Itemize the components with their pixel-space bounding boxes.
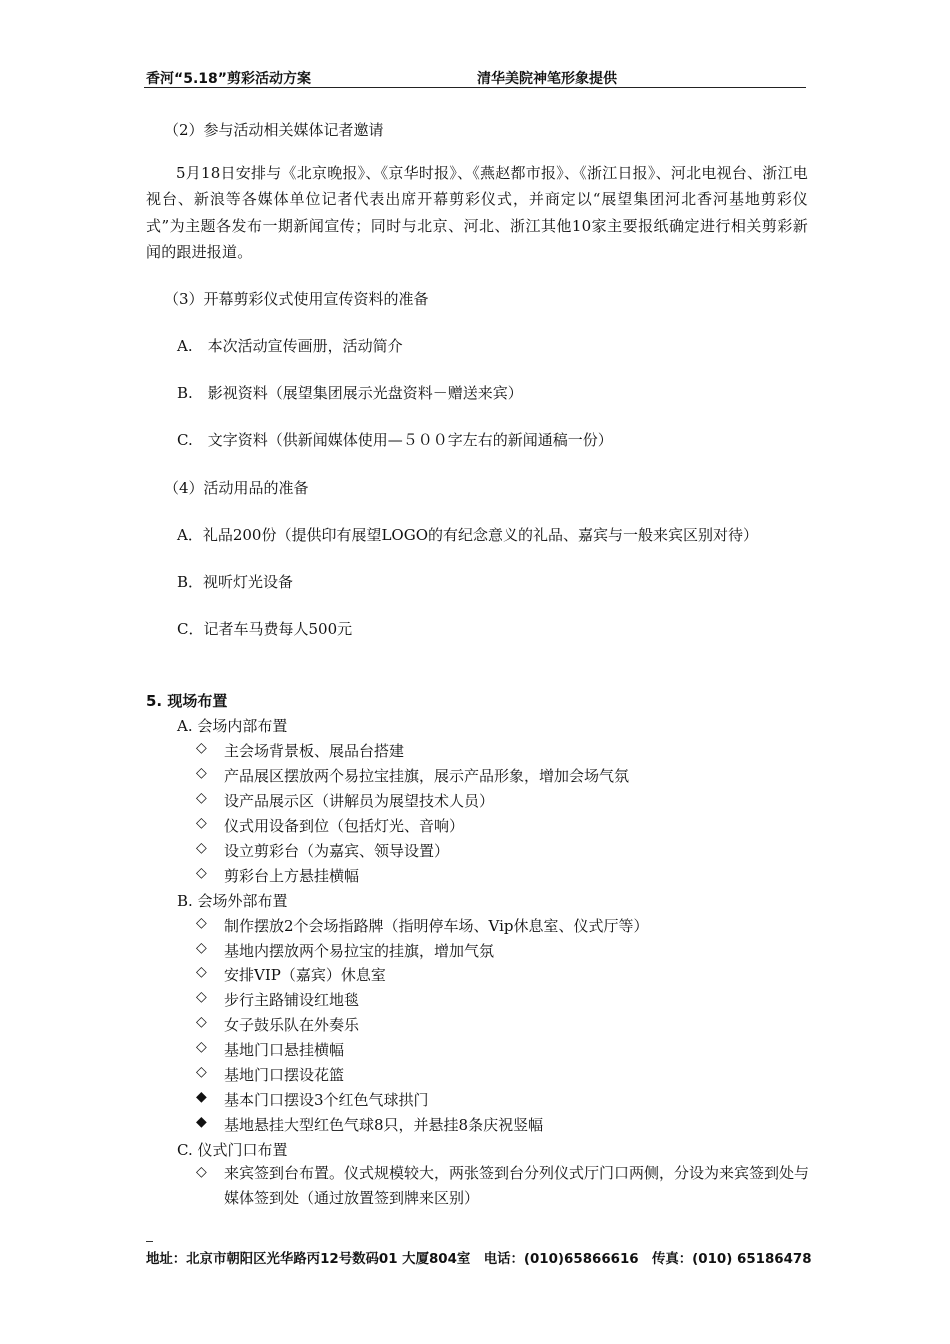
bullet-icon: ◇ [196, 865, 207, 881]
list-item: 基本门口摆设3个红色气球拱门 [224, 1091, 429, 1109]
list-item: 基地门口悬挂横幅 [224, 1041, 345, 1059]
list-item: 来宾签到台布置。仪式规模较大，两张签到台分列仪式厅门口两侧，分设为来宾签到处与媒体签到处（通过放置签到牌来区别） [224, 1164, 810, 1207]
doc-header-title: 香河“5.18”剪彩活动方案 [146, 71, 311, 87]
list-item: 设产品展示区（讲解员为展望技术人员） [224, 792, 495, 810]
section-3-item-b: B. 影视资料（展望集团展示光盘资料－赠送来宾） [177, 384, 523, 402]
section-4-item-b: B．视听灯光设备 [177, 573, 294, 591]
list-item: 剪彩台上方悬挂横幅 [224, 867, 360, 885]
section-4-item-c: C．记者车马费每人500元 [177, 620, 353, 638]
list-item: 女子鼓乐队在外奏乐 [224, 1016, 360, 1034]
bullet-icon: ◇ [196, 765, 207, 781]
section-3-item-c: C. 文字资料（供新闻媒体使用—５００字左右的新闻通稿一份） [177, 431, 613, 449]
section-5-title: 5. 现场布置 [146, 692, 228, 710]
list-item: 基地内摆放两个易拉宝的挂旗，增加气氛 [224, 942, 495, 960]
footer-mark [146, 1241, 153, 1242]
list-item: 基地门口摆设花篮 [224, 1066, 345, 1084]
bullet-icon: ◆ [196, 1114, 207, 1130]
section-4-item-a: A．礼品200份（提供印有展望LOGO的有纪念意义的礼品、嘉宾与一般来宾区别对待） [177, 526, 759, 544]
section-3-item-a: A. 本次活动宣传画册，活动简介 [177, 337, 403, 355]
list-item: 安排VIP（嘉宾）休息室 [224, 966, 386, 984]
bullet-icon: ◇ [196, 740, 207, 756]
section-2-paragraph [146, 160, 808, 265]
header-rule [144, 87, 806, 88]
section-3-title: （3）开幕剪彩仪式使用宣传资料的准备 [164, 290, 429, 308]
subsection-a-title: A. 会场内部布置 [177, 717, 288, 735]
bullet-icon: ◇ [196, 964, 207, 980]
bullet-icon: ◇ [196, 815, 207, 831]
list-item: 主会场背景板、展品台搭建 [224, 742, 405, 760]
bullet-icon: ◆ [196, 1089, 207, 1105]
list-item: 步行主路铺设红地毯 [224, 991, 360, 1009]
bullet-icon: ◇ [196, 915, 207, 931]
bullet-icon: ◇ [196, 1164, 207, 1180]
subsection-b-title: B. 会场外部布置 [177, 892, 288, 910]
section-2-paragraph-text: 5月18日安排与《北京晚报》、《京华时报》、《燕赵都市报》、《浙江日报》、河北电视台、浙江电视台、新浪等各媒体单位记者代表出席开幕剪彩仪式，并商定以“展望集团河北香河基地剪彩仪式”为主题各发布一期新闻宣传；同时与北京、河北、浙江其他10家主要报纸确定进行相关剪彩新闻的跟进报道。 [146, 164, 808, 261]
list-item: 设立剪彩台（为嘉宾、领导设置） [224, 842, 450, 860]
footer-contact: 地址：北京市朝阳区光华路丙12号数码01 大厦804室 电话：(010)65866616 传真：(010) 65186478 [146, 1252, 812, 1267]
list-item: 基地悬挂大型红色气球8只，并悬挂8条庆祝竖幅 [224, 1116, 544, 1134]
bullet-icon: ◇ [196, 940, 207, 956]
bullet-icon: ◇ [196, 1064, 207, 1080]
bullet-icon: ◇ [196, 989, 207, 1005]
list-item: 制作摆放2个会场指路牌（指明停车场、Vip休息室、仪式厅等） [224, 917, 649, 935]
subsection-c-title: C. 仪式门口布置 [177, 1141, 288, 1159]
bullet-icon: ◇ [196, 1014, 207, 1030]
list-item: 仪式用设备到位（包括灯光、音响） [224, 817, 465, 835]
bullet-icon: ◇ [196, 1039, 207, 1055]
section-2-title: （2）参与活动相关媒体记者邀请 [164, 121, 384, 139]
bullet-icon: ◇ [196, 840, 207, 856]
section-4-title: （4）活动用品的准备 [164, 479, 309, 497]
list-item: 产品展区摆放两个易拉宝挂旗，展示产品形象，增加会场气氛 [224, 767, 630, 785]
doc-header-provider: 清华美院神笔形象提供 [477, 71, 617, 87]
bullet-icon: ◇ [196, 790, 207, 806]
